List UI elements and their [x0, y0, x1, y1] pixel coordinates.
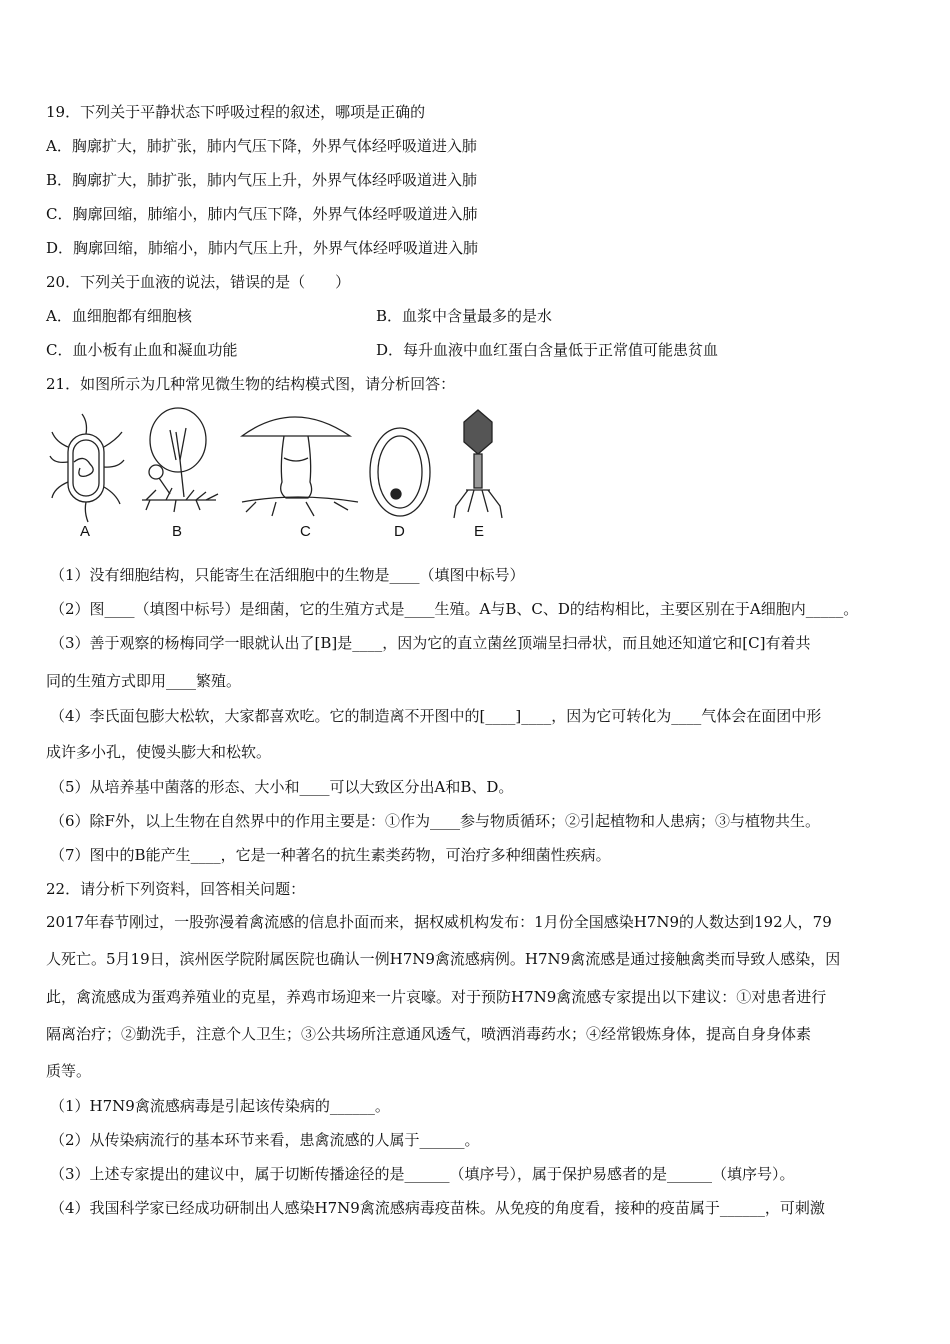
figure-label-d: D: [394, 523, 405, 540]
q22-passage-line2: 人死亡。5月19日，滨州医学院附属医院也确认一例H7N9禽流感病例。H7N9禽流感是通过接触禽类而导致人感染，因: [46, 950, 841, 968]
q19-option-a: A．胸廓扩大，肺扩张，肺内气压下降，外界气体经呼吸道进入肺: [46, 137, 477, 155]
q19-option-c: C．胸廓回缩，肺缩小，肺内气压下降，外界气体经呼吸道进入肺: [46, 205, 478, 223]
figure-label-c: C: [300, 523, 311, 540]
q22-sub3: （3）上述专家提出的建议中，属于切断传播途径的是______（填序号），属于保护易感者的是______（填序号）。: [50, 1165, 795, 1183]
yeast-drawing: [370, 428, 430, 516]
q22-passage-line5: 质等。: [46, 1062, 92, 1080]
bacterium-drawing: [50, 414, 124, 522]
q22-passage-line1: 2017年春节刚过，一股弥漫着禽流感的信息扑面而来，据权威机构发布：1月份全国感染H7N9的人数达到192人，79: [46, 913, 832, 931]
q21-stem: 21．如图所示为几种常见微生物的结构模式图，请分析回答：: [46, 375, 456, 393]
q22-sub2: （2）从传染病流行的基本环节来看，患禽流感的人属于______。: [50, 1131, 480, 1149]
q21-sub4-line1: （4）李氏面包膨大松软，大家都喜欢吃。它的制造离不开图中的[____]____，因为它可转化为____气体会在面团中形: [50, 707, 822, 725]
q22-passage-line3: 此，禽流感成为蛋鸡养殖业的克星，养鸡市场迎来一片哀嚎。对于预防H7N9禽流感专家提出以下建议：①对患者进行: [46, 988, 827, 1006]
q21-sub6: （6）除F外，以上生物在自然界中的作用主要是：①作为____参与物质循环；②引起植物和人患病；③与植物共生。: [50, 812, 820, 830]
q19-option-d: D．胸廓回缩，肺缩小，肺内气压上升，外界气体经呼吸道进入肺: [46, 239, 479, 257]
figure-label-b: B: [172, 523, 183, 540]
q22-sub4: （4）我国科学家已经成功研制出人感染H7N9禽流感病毒疫苗株。从免疫的角度看，接种的疫苗属于______，可刺激: [50, 1199, 825, 1217]
q20-option-d: D．每升血液中血红蛋白含量低于正常值可能患贫血: [376, 341, 719, 359]
figure-label-e: E: [474, 523, 485, 540]
q19-option-b: B．胸廓扩大，肺扩张，肺内气压上升，外界气体经呼吸道进入肺: [46, 171, 478, 189]
q20-option-a: A．血细胞都有细胞核: [46, 307, 192, 325]
q19-stem: 19．下列关于平静状态下呼吸过程的叙述，哪项是正确的: [46, 103, 426, 121]
mushroom-drawing: [242, 417, 358, 516]
q20-option-b: B．血浆中含量最多的是水: [376, 307, 553, 325]
bacteriophage-drawing: [454, 410, 502, 518]
q22-passage-line4: 隔离治疗；②勤洗手，注意个人卫生；③公共场所注意通风透气，喷洒消毒药水；④经常锻炼身体，提高自身身体素: [46, 1025, 812, 1043]
q21-sub4-line2: 成许多小孔，使馒头膨大和松软。: [46, 743, 272, 761]
q21-sub7: （7）图中的B能产生____，它是一种著名的抗生素类药物，可治疗多种细菌性疾病。: [50, 846, 611, 864]
q22-sub1: （1）H7N9禽流感病毒是引起该传染病的______。: [50, 1097, 390, 1115]
q21-sub2: （2）图____（填图中标号）是细菌，它的生殖方式是____生殖。A与B、C、D的结构相比，主要区别在于A细胞内_____。: [50, 600, 859, 618]
q21-sub3-line2: 同的生殖方式即用____繁殖。: [46, 672, 242, 690]
q21-sub5: （5）从培养基中菌落的形态、大小和____可以大致区分出A和B、D。: [50, 778, 514, 796]
penicillium-drawing: [142, 408, 218, 512]
q21-sub3-line1: （3）善于观察的杨梅同学一眼就认出了[B]是____，因为它的直立菌丝顶端呈扫帚状，而且她还知道它和[C]有着共: [50, 634, 811, 652]
q20-option-c: C．血小板有止血和凝血功能: [46, 341, 238, 359]
figure-label-a: A: [80, 523, 91, 540]
q20-stem: 20．下列关于血液的说法，错误的是（ ）: [46, 273, 351, 291]
q22-stem: 22．请分析下列资料，回答相关问题：: [46, 880, 306, 898]
q21-sub1: （1）没有细胞结构，只能寄生在活细胞中的生物是____（填图中标号）: [50, 566, 525, 584]
microorganism-figure: [46, 402, 506, 542]
